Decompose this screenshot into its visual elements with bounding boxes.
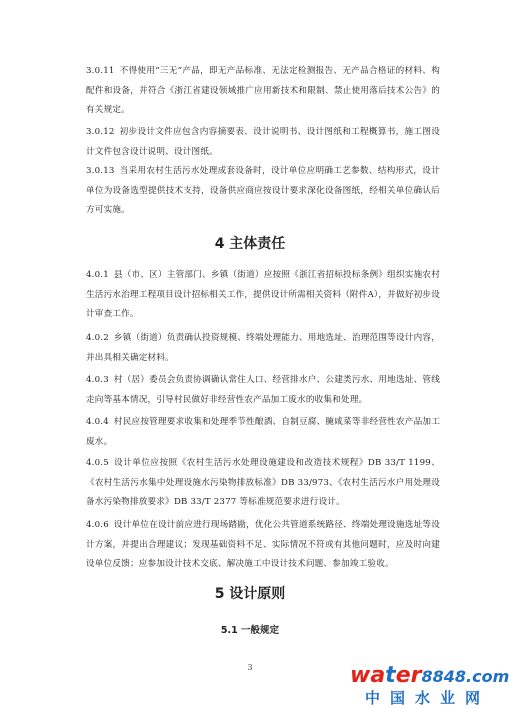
clause-text: 当采用农村生活污水处理成套设备时，设计单位应明确工艺参数、结构形式，设计单位为设备选型提供技术支持，设备供应商应按设计要求深化设备图纸，经相关单位确认后方可实施。 bbox=[86, 166, 440, 215]
clause-3-0-11 bbox=[86, 62, 440, 121]
clause-number: 3.0.13 bbox=[86, 166, 115, 176]
clause-text: 村民应按管理要求收集和处理季节性酿酒、自制豆腐、腌咸菜等非经营性农产品加工废水。 bbox=[86, 417, 440, 447]
section-5-heading: 5 设计原则 bbox=[214, 586, 286, 602]
subsection-5-1-heading: 5.1 一般规定 bbox=[220, 625, 280, 636]
clause-text: 乡镇（街道）负责确认投资规模、终端处理能力、用地选址、治理范围等设计内容，并出具相关确定材料。 bbox=[86, 333, 440, 363]
clause-text: 设计单位在设计前应进行现场踏勘，优化公共管道系统路径、终端处理设施选址等设计方案，并提出合理建议；发现基础资料不足、实际情况不符或有其他问题时，应及时向建设单位反馈；应参加设计技术交底、解决施工中设计技术问题、参加竣工验收。 bbox=[86, 520, 440, 569]
section-4-heading: 4 主体责任 bbox=[214, 236, 286, 252]
clause-number: 4.0.5 bbox=[86, 458, 109, 468]
clause-text: 县（市、区）主管部门、乡镇（街道）应按照《浙江省招标投标条例》组织实施农村生活污水治理工程项目设计招标相关工作，提供设计所需相关资料（附件A），并做好初步设计审查工作。 bbox=[86, 270, 440, 319]
watermark-logo bbox=[350, 663, 509, 707]
clause-4-0-6 bbox=[86, 516, 440, 575]
watermark-subtitle: 中国水业网 bbox=[364, 689, 490, 707]
page-number: 3 bbox=[247, 663, 253, 672]
clause-number: 3.0.11 bbox=[86, 66, 115, 76]
clause-number: 3.0.12 bbox=[86, 127, 115, 137]
clause-number: 4.0.2 bbox=[86, 333, 109, 343]
clause-text: 设计单位应按照《农村生活污水处理设施建设和改造技术规程》DB 33/T 1199、《农村生活污水集中处理设施水污染物排放标准》DB 33/973、《农村生活污水户用处理设备水污染物排放要求》DB 33/T 2377 等标准规范要求进行设计。 bbox=[86, 458, 440, 507]
clause-3-0-13 bbox=[86, 162, 440, 221]
clause-4-0-5 bbox=[86, 454, 440, 513]
clause-text: 初步设计文件应包含内容摘要表、设计说明书、设计图纸和工程概算书，施工图设计文件包含设计说明、设计图纸。 bbox=[86, 127, 440, 157]
clause-4-0-1 bbox=[86, 266, 440, 325]
clause-number: 4.0.1 bbox=[86, 270, 109, 280]
watermark-logo-text: water8848.com bbox=[350, 663, 509, 688]
clause-number: 4.0.6 bbox=[86, 520, 109, 530]
clause-4-0-4 bbox=[86, 413, 440, 452]
clause-number: 4.0.4 bbox=[86, 417, 109, 427]
clause-text: 不得使用“三无”产品，即无产品标准、无法定检测报告、无产品合格证的材料、构配件和设备，并符合《浙江省建设领域推广应用新技术和限制、禁止使用落后技术公告》的有关规定。 bbox=[86, 66, 440, 115]
clause-4-0-2 bbox=[86, 329, 440, 368]
clause-text: 村（居）委员会负责协调确认常住人口、经营排水户、公建类污水、用地选址、管线走向等基本情况，引导村民做好非经营性农产品加工废水的收集和处理。 bbox=[86, 375, 440, 405]
clause-3-0-12 bbox=[86, 123, 440, 162]
clause-4-0-3 bbox=[86, 371, 440, 410]
clause-number: 4.0.3 bbox=[86, 375, 109, 385]
